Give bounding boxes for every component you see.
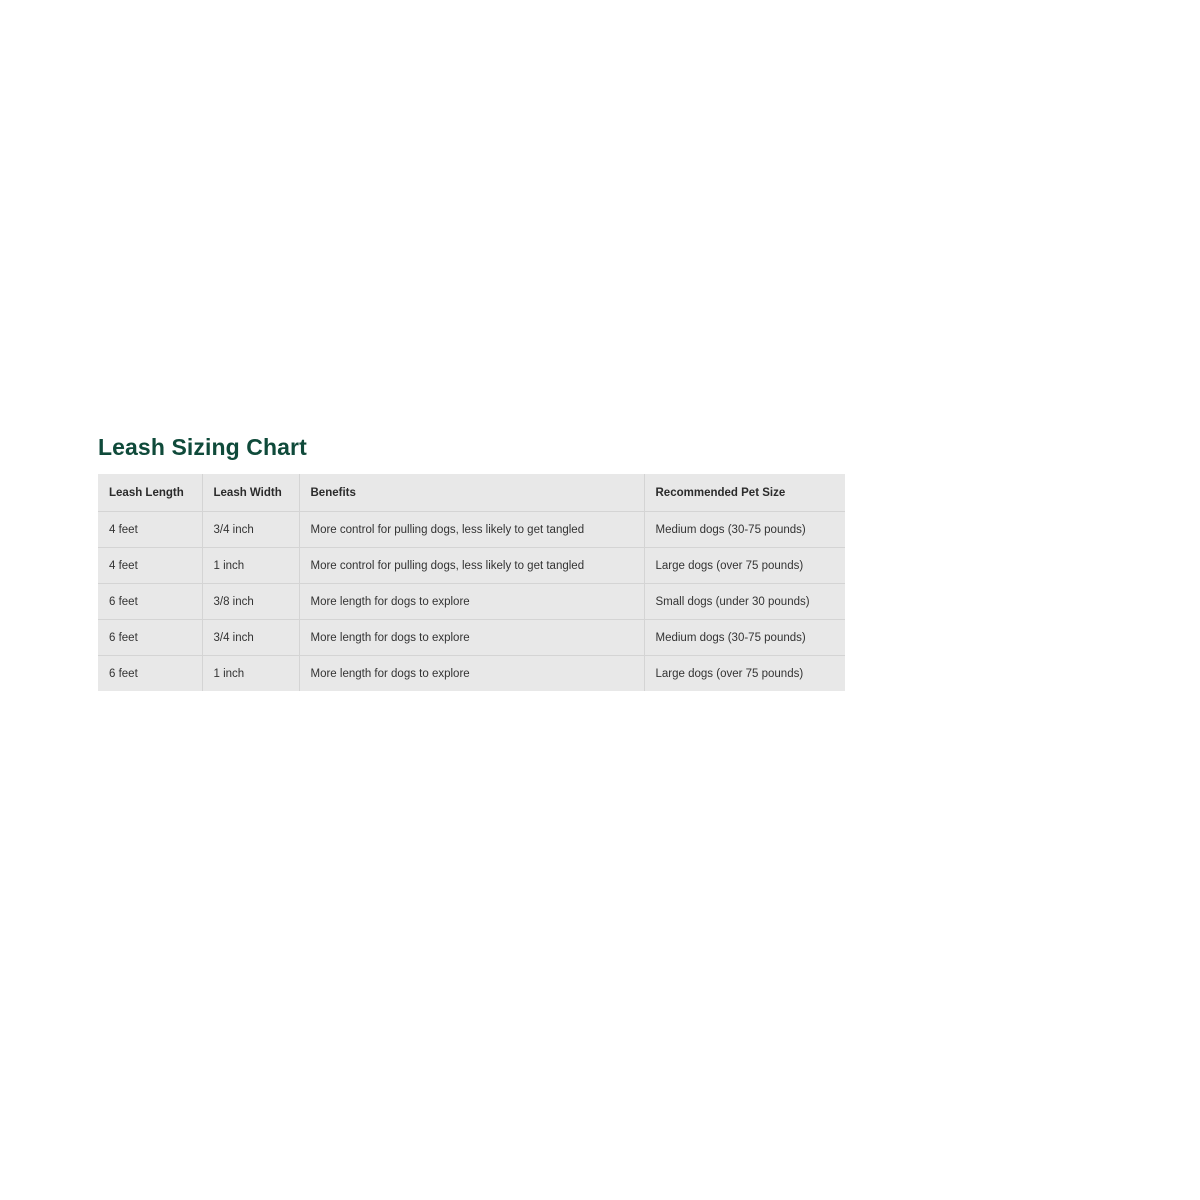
cell-leash-length: 4 feet (98, 512, 202, 548)
header-recommended-pet-size: Recommended Pet Size (644, 474, 845, 512)
leash-sizing-table (98, 474, 845, 691)
header-benefits: Benefits (299, 474, 644, 512)
cell-leash-length: 6 feet (98, 620, 202, 656)
cell-leash-length: 6 feet (98, 656, 202, 692)
table-row (98, 512, 845, 548)
cell-leash-length: 4 feet (98, 548, 202, 584)
cell-leash-width: 1 inch (202, 656, 299, 692)
cell-leash-width: 3/4 inch (202, 620, 299, 656)
cell-leash-width: 3/4 inch (202, 512, 299, 548)
cell-benefits: More control for pulling dogs, less likely to get tangled (299, 512, 644, 548)
cell-pet-size: Large dogs (over 75 pounds) (644, 548, 845, 584)
cell-pet-size: Large dogs (over 75 pounds) (655, 667, 804, 680)
table-row (98, 548, 845, 584)
cell-leash-width: 1 inch (202, 548, 299, 584)
cell-pet-size: Small dogs (under 30 pounds) (644, 584, 845, 620)
cell-benefits: More length for dogs to explore (299, 584, 644, 620)
cell-leash-width: 3/8 inch (202, 584, 299, 620)
cell-leash-length: 6 feet (98, 584, 202, 620)
table-header-row (98, 474, 845, 512)
cell-benefits: More length for dogs to explore (299, 656, 644, 692)
table-row (98, 584, 845, 620)
header-leash-width: Leash Width (202, 474, 299, 512)
table-row (98, 656, 845, 692)
cell-benefits: More length for dogs to explore (299, 620, 644, 656)
page-title: Leash Sizing Chart (98, 434, 307, 460)
table-row (98, 620, 845, 656)
cell-benefits: More control for pulling dogs, less likely to get tangled (299, 548, 644, 584)
header-leash-length: Leash Length (98, 474, 202, 512)
cell-pet-size: Medium dogs (30-75 pounds) (644, 620, 845, 656)
cell-pet-size: Medium dogs (30-75 pounds) (644, 512, 845, 548)
